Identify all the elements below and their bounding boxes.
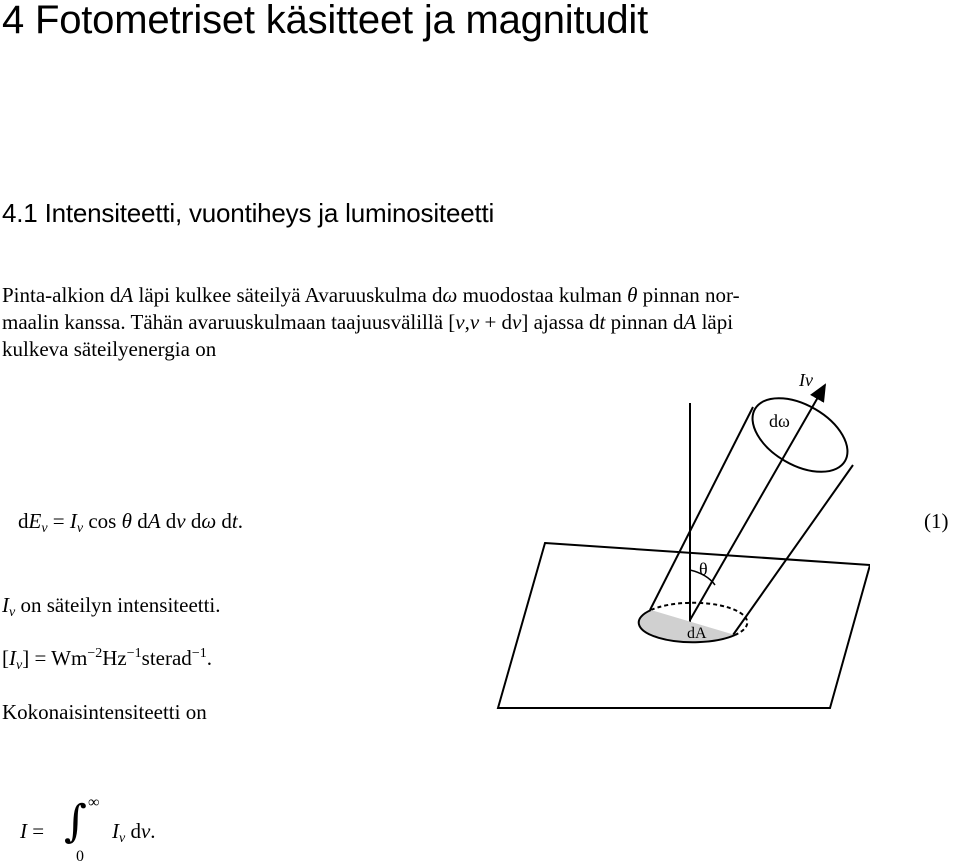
math-symbol: t bbox=[231, 509, 238, 533]
integral-lower-limit: 0 bbox=[76, 848, 84, 865]
math-symbol: ω bbox=[201, 509, 217, 533]
cone-top-ellipse bbox=[740, 383, 860, 487]
math-text: ] = Wm bbox=[22, 646, 88, 670]
math-text: sterad bbox=[141, 646, 192, 670]
label-Inu: Iν bbox=[799, 370, 813, 390]
math-subscript: ν bbox=[16, 658, 23, 673]
math-subscript: ν bbox=[41, 521, 48, 536]
chapter-heading: 4 Fotometriset käsitteet ja magnitudit bbox=[2, 0, 649, 42]
math-text: . bbox=[206, 646, 212, 670]
text-fragment: on säteilyn intensiteetti. bbox=[15, 593, 221, 617]
text-fragment: + d bbox=[479, 310, 513, 334]
math-symbol: A bbox=[120, 283, 134, 307]
paragraph-line-1 bbox=[2, 282, 740, 308]
math-symbol: A bbox=[147, 509, 161, 533]
paragraph-line-3: kulkeva säteilyenergia on bbox=[2, 337, 217, 361]
math-operator: = bbox=[27, 819, 45, 843]
math-symbol: A bbox=[683, 310, 697, 334]
math-symbol: ω bbox=[442, 283, 458, 307]
math-symbol: I bbox=[69, 509, 77, 533]
math-symbol: I bbox=[9, 646, 16, 670]
text-fragment: läpi kulkee säteilyä Avaruuskulma d bbox=[133, 283, 443, 307]
text-fragment: läpi bbox=[696, 310, 734, 334]
math-operator: = bbox=[47, 509, 70, 533]
math-symbol: t bbox=[599, 310, 606, 334]
text-fragment: pinnan d bbox=[605, 310, 684, 334]
math-text: d bbox=[131, 509, 148, 533]
math-subscript: ν bbox=[119, 831, 126, 846]
math-symbol: I bbox=[112, 819, 119, 843]
math-symbol: ν bbox=[140, 819, 151, 843]
integral-lhs bbox=[20, 818, 44, 844]
math-text: Hz bbox=[102, 646, 127, 670]
paragraph-line-2 bbox=[2, 309, 733, 335]
math-text: . bbox=[237, 509, 244, 533]
math-text: . bbox=[150, 819, 156, 843]
math-text: d bbox=[125, 819, 141, 843]
math-symbol: ν bbox=[176, 509, 186, 533]
integral-upper-limit: ∞ bbox=[88, 794, 100, 811]
text-fragment: pinnan nor- bbox=[637, 283, 740, 307]
text-fragment: , bbox=[464, 310, 470, 334]
total-intensity-label: Kokonaisintensiteetti on bbox=[2, 700, 207, 724]
integral-sign: ∫ bbox=[64, 796, 87, 847]
label-dA: dA bbox=[687, 625, 707, 642]
text-fragment: muodostaa kulman bbox=[457, 283, 628, 307]
text-fragment: maalin kanssa. Tähän avaruuskulmaan taajuusvälillä [ bbox=[2, 310, 456, 334]
math-text: cos bbox=[83, 509, 122, 533]
math-subscript: ν bbox=[76, 521, 84, 536]
math-text: [ bbox=[2, 646, 9, 670]
label-theta: θ bbox=[699, 559, 708, 579]
math-text: d bbox=[160, 509, 177, 533]
math-text: d bbox=[185, 509, 202, 533]
math-subscript: ν bbox=[9, 605, 16, 620]
math-superscript: −1 bbox=[191, 646, 207, 661]
math-symbol: ν bbox=[512, 310, 522, 334]
intensity-definition bbox=[2, 592, 221, 618]
math-symbol: I bbox=[2, 593, 9, 617]
equation-number: (1) bbox=[924, 509, 949, 533]
text-fragment: ] ajassa d bbox=[521, 310, 600, 334]
math-d: d bbox=[18, 509, 29, 533]
math-symbol: θ bbox=[121, 509, 132, 533]
math-symbol: E bbox=[28, 509, 42, 533]
math-symbol: ν bbox=[455, 310, 465, 334]
text-fragment: Pinta-alkion d bbox=[2, 283, 121, 307]
math-symbol: ν bbox=[469, 310, 480, 334]
units-line bbox=[2, 645, 212, 671]
intensity-diagram bbox=[495, 365, 870, 710]
math-superscript: −1 bbox=[126, 646, 142, 661]
section-heading: 4.1 Intensiteetti, vuontiheys ja luminositeetti bbox=[2, 198, 495, 228]
integrand bbox=[112, 818, 156, 844]
label-domega: dω bbox=[769, 411, 790, 431]
math-symbol: I bbox=[20, 819, 27, 843]
math-text: d bbox=[216, 509, 232, 533]
equation-energy bbox=[18, 508, 243, 534]
math-superscript: −2 bbox=[87, 646, 103, 661]
math-symbol: θ bbox=[627, 283, 638, 307]
